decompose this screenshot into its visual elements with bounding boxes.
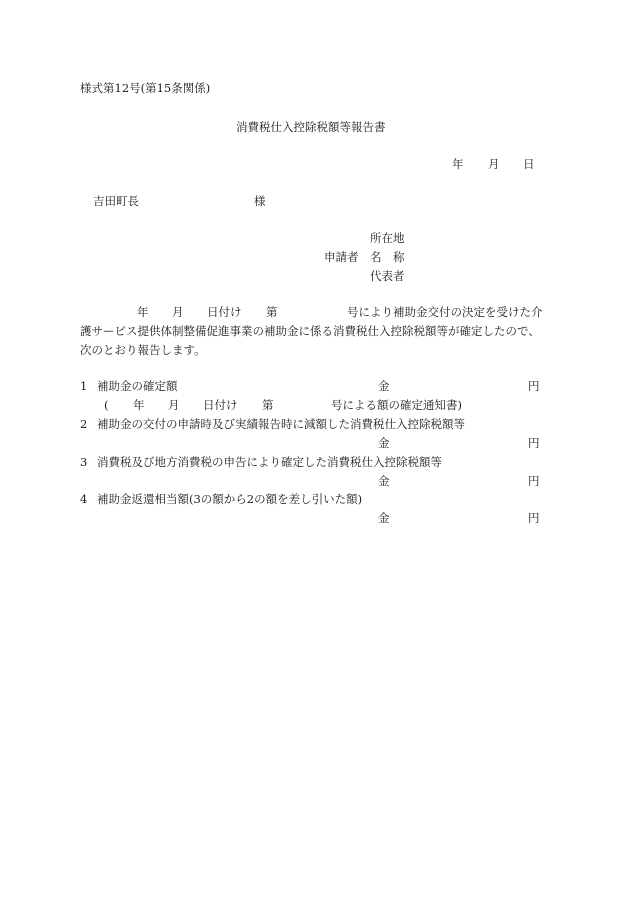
item-yen: 円: [528, 436, 540, 450]
applicant-role: 申請者: [324, 250, 359, 264]
item-label: 補助金の交付の申請時及び実績報告時に減額した消費税仕入控除税額等: [97, 417, 465, 431]
body-year: 年: [137, 305, 149, 319]
item-kin: 金: [378, 511, 390, 525]
item-number: 1: [80, 379, 88, 393]
addressee-honorific: 様: [254, 194, 266, 208]
item-kin: 金: [378, 379, 390, 393]
notice-rest: 号による額の確定通知書): [331, 398, 462, 412]
item-kin: 金: [378, 474, 390, 488]
item-label: 消費税及び地方消費税の申告により確定した消費税仕入控除税額等: [97, 455, 442, 469]
body-line2: 護サービス提供体制整備促進事業の補助金に係る消費税仕入控除税額等が確定したので、: [80, 324, 540, 338]
notice-year: 年: [133, 398, 145, 412]
applicant-address-label: 所在地: [370, 231, 405, 245]
item-label: 補助金返還相当額(3の額から2の額を差し引いた額): [97, 492, 363, 506]
item-yen: 円: [528, 511, 540, 525]
notice-open-paren: (: [104, 398, 109, 412]
body-date-suffix: 日付け: [207, 305, 242, 319]
item-number: 4: [80, 492, 88, 506]
body-line1-rest: 号により補助金交付の決定を受けた介: [347, 305, 543, 319]
item-number: 2: [80, 417, 88, 431]
date-day: 日: [523, 157, 535, 171]
body-line3: 次のとおり報告します。: [80, 343, 206, 357]
date-year: 年: [452, 157, 464, 171]
applicant-name-label: 名 称: [370, 250, 405, 264]
notice-date-suffix: 日付け: [203, 398, 238, 412]
body-month: 月: [172, 305, 184, 319]
body-no-prefix: 第: [266, 305, 278, 319]
applicant-rep-label: 代表者: [370, 269, 405, 283]
item-yen: 円: [528, 474, 540, 488]
item-number: 3: [80, 455, 88, 469]
item-yen: 円: [528, 379, 540, 393]
notice-month: 月: [168, 398, 180, 412]
form-number: 様式第12号(第15条関係): [80, 81, 211, 95]
date-month: 月: [488, 157, 500, 171]
addressee-name: 吉田町長: [93, 194, 139, 208]
notice-no-prefix: 第: [262, 398, 274, 412]
item-label: 補助金の確定額: [97, 379, 178, 393]
document-title: 消費税仕入控除税額等報告書: [236, 120, 386, 134]
item-kin: 金: [378, 436, 390, 450]
